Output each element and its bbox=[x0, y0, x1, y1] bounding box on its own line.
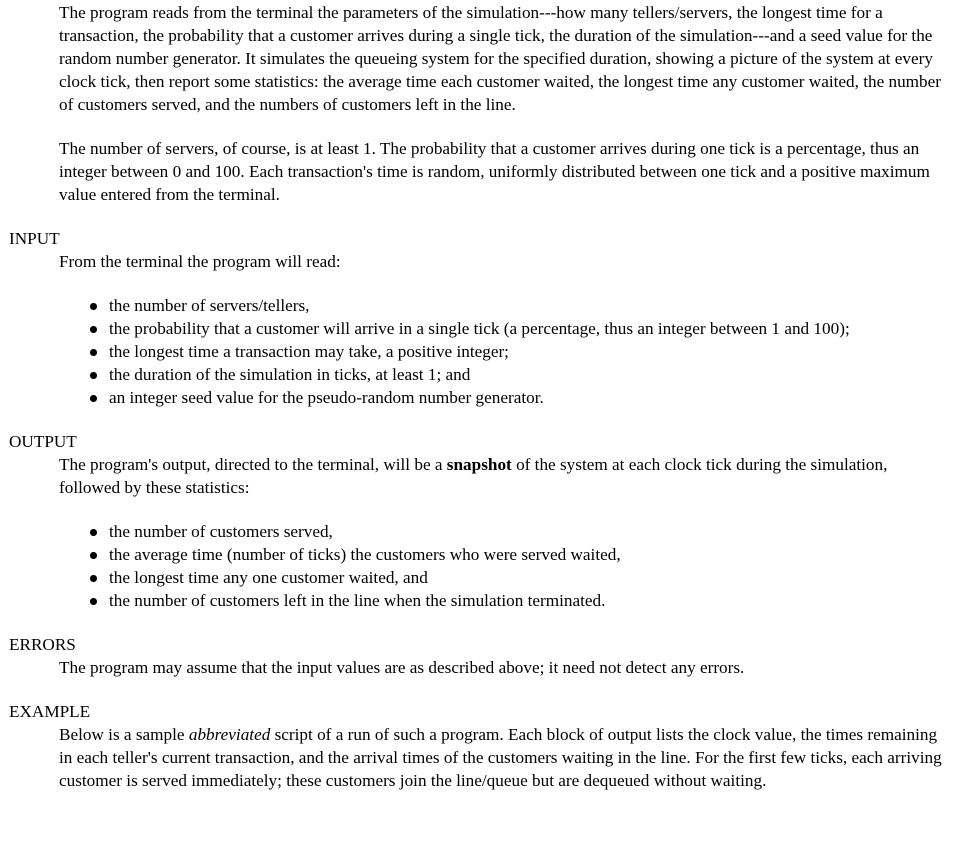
input-list bbox=[59, 294, 944, 409]
input-section bbox=[9, 227, 954, 409]
intro-paragraph-1: The program reads from the terminal the parameters of the simulation---how many tellers/servers, the longest time for a transaction, the probability that a customer arrives during a single tick, the duration of the simulation---and a seed value for the random number generator. It simulates the queueing system for the specified duration, showing a picture of the system at every clock tick, then report some statistics: the average time each customer waited, the longest time any customer waited, the number of customers served, and the numbers of customers left in the line. bbox=[59, 3, 942, 114]
bullet-icon bbox=[90, 349, 97, 356]
input-lead: From the terminal the program will read: bbox=[59, 252, 341, 271]
input-heading: INPUT bbox=[9, 229, 60, 248]
example-body bbox=[59, 723, 944, 792]
list-item: the number of customers served, bbox=[109, 520, 944, 543]
list-item: the number of servers/tellers, bbox=[109, 294, 944, 317]
bullet-icon bbox=[90, 372, 97, 379]
input-body bbox=[59, 250, 944, 409]
output-body bbox=[59, 453, 944, 612]
bullet-icon bbox=[90, 552, 97, 559]
bullet-icon bbox=[90, 575, 97, 582]
list-item: the number of customers left in the line when the simulation terminated. bbox=[109, 589, 944, 612]
example-heading: EXAMPLE bbox=[9, 702, 91, 721]
list-item: an integer seed value for the pseudo-random number generator. bbox=[109, 386, 944, 409]
output-section bbox=[9, 430, 954, 612]
abbreviated-term: abbreviated bbox=[188, 725, 271, 744]
bullet-icon bbox=[90, 598, 97, 605]
example-section bbox=[9, 700, 954, 792]
bullet-icon bbox=[90, 529, 97, 536]
snapshot-term: snapshot bbox=[446, 455, 512, 474]
list-item: the duration of the simulation in ticks, at least 1; and bbox=[109, 363, 944, 386]
errors-body bbox=[59, 656, 944, 679]
errors-text: The program may assume that the input values are as described above; it need not detect any errors. bbox=[59, 658, 745, 677]
intro-paragraph-2: The number of servers, of course, is at least 1. The probability that a customer arrives during one tick is a percentage, thus an integer between 0 and 100. Each transaction's time is random, uniformly distributed between one tick and a positive maximum value entered from the terminal. bbox=[59, 139, 930, 204]
bullet-icon bbox=[90, 326, 97, 333]
bullet-icon bbox=[90, 395, 97, 402]
example-text: Below is a sample abbreviated script of a run of such a program. Each block of output lists the clock value, the times remaining in each teller's current transaction, and the arrival times of the customers waiting in the line. For the first few ticks, each arriving customer is served immediately; these customers join the line/queue but are dequeued without waiting. bbox=[59, 725, 942, 790]
list-item: the probability that a customer will arrive in a single tick (a percentage, thus an integer between 1 and 100); bbox=[109, 317, 944, 340]
errors-heading: ERRORS bbox=[9, 635, 76, 654]
bullet-icon bbox=[90, 303, 97, 310]
intro-section bbox=[59, 0, 944, 206]
list-item: the longest time a transaction may take, a positive integer; bbox=[109, 340, 944, 363]
output-heading: OUTPUT bbox=[9, 432, 77, 451]
output-lead: The program's output, directed to the terminal, will be a snapshot of the system at each clock tick during the simulation, followed by these statistics: bbox=[59, 455, 888, 497]
list-item: the average time (number of ticks) the customers who were served waited, bbox=[109, 543, 944, 566]
output-list bbox=[59, 520, 944, 612]
list-item: the longest time any one customer waited, and bbox=[109, 566, 944, 589]
errors-section bbox=[9, 633, 954, 679]
